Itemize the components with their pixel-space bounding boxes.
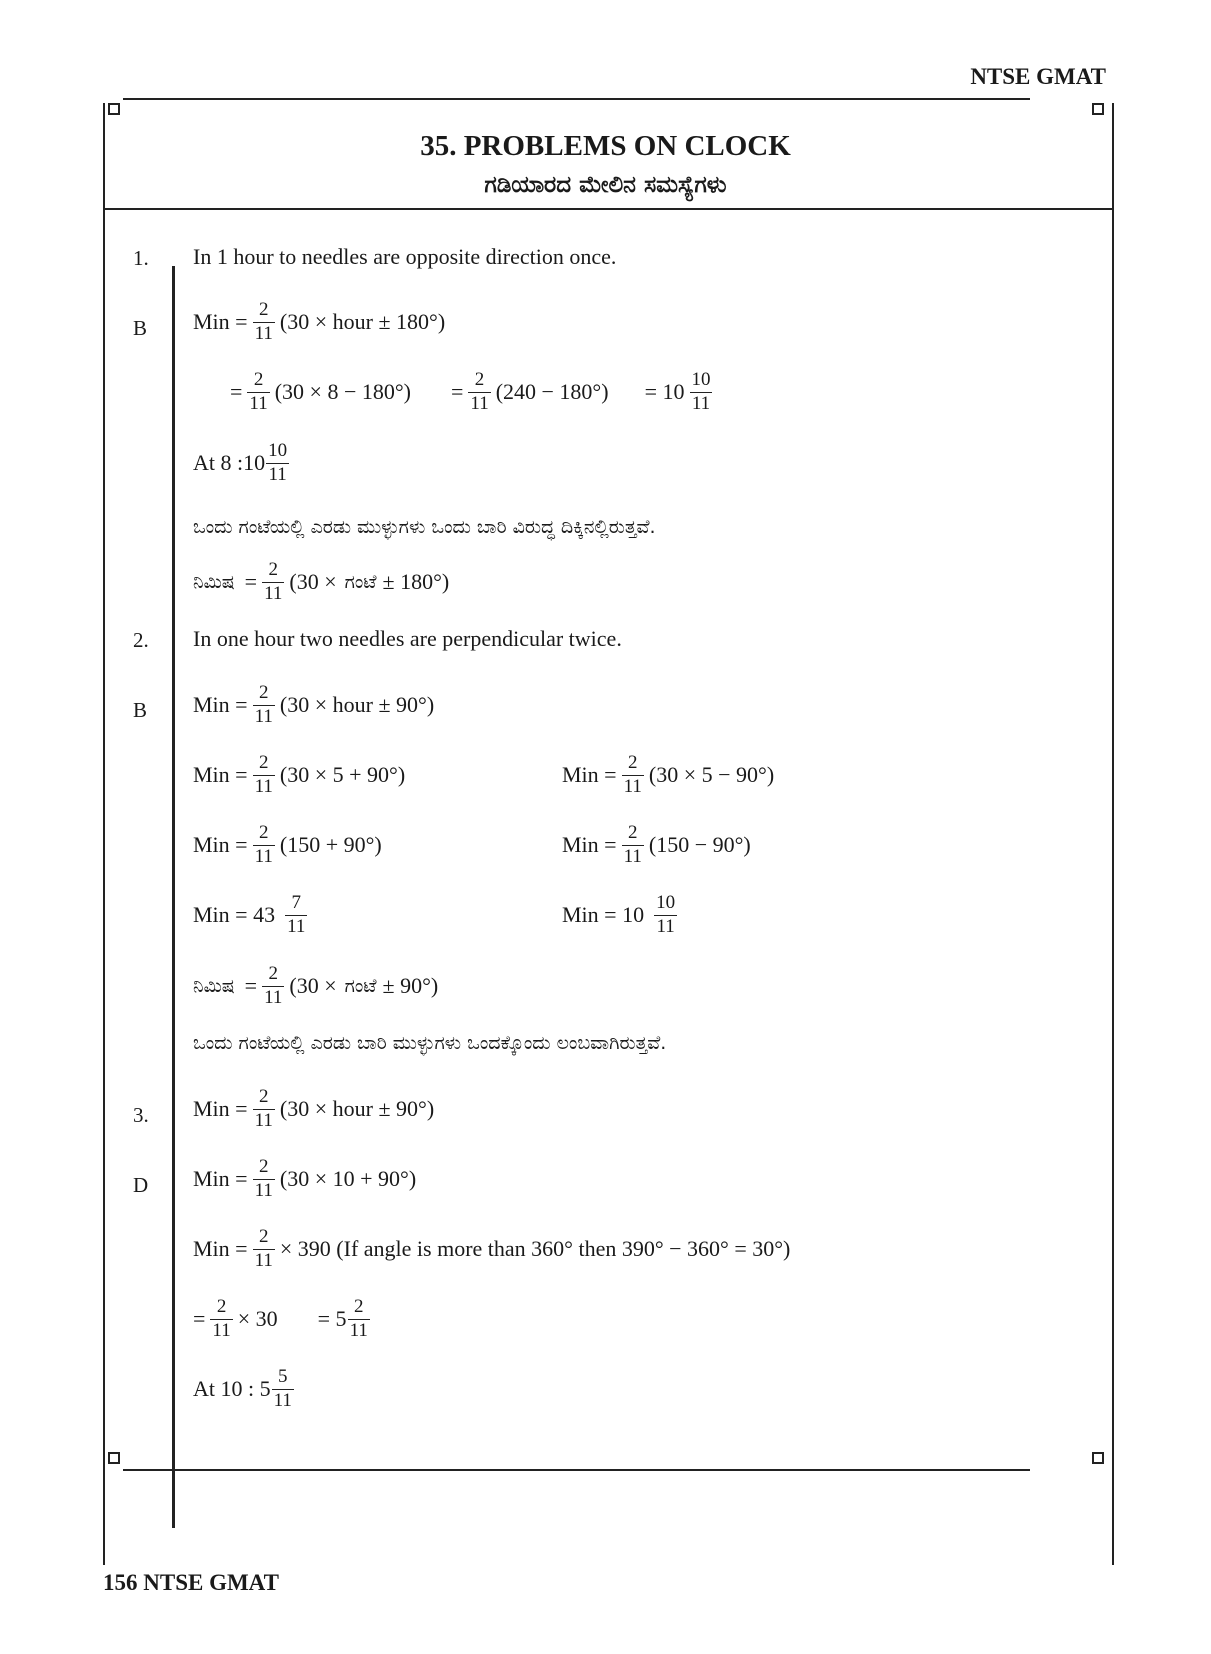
q2-result-left: Min = 43 $\frac{7}{11}$ bbox=[193, 892, 306, 937]
page-footer: 156 NTSE GMAT bbox=[103, 1570, 279, 1595]
q1-result: At 8 :10 $\frac{10}{11}$ bbox=[193, 440, 288, 485]
fraction: $\frac{7}{11}$ bbox=[287, 892, 306, 937]
q2-answer: B bbox=[133, 698, 148, 722]
fraction: $\frac{2}{11}$ bbox=[623, 752, 642, 797]
fraction: $\frac{2}{11}$ bbox=[349, 1296, 368, 1341]
q2-formula: Min = $\frac{2}{11}$ (30 × hour ± 90°) bbox=[193, 682, 435, 727]
corner-ornament-tr bbox=[1092, 103, 1104, 115]
fraction: $\frac{2}{11}$ bbox=[264, 963, 283, 1008]
q3-step-1: Min = $\frac{2}{11}$ (30 × 10 + 90°) bbox=[193, 1156, 417, 1201]
q3-answer: D bbox=[133, 1173, 149, 1197]
chapter-title-kannada: ಗಡಿಯಾರದ ಮೇಲಿನ ಸಮಸ್ಯೆಗಳು bbox=[484, 172, 727, 198]
fraction: $\frac{10}{11}$ bbox=[691, 369, 711, 414]
fraction: $\frac{2}{11}$ bbox=[470, 369, 489, 414]
fraction: $\frac{2}{11}$ bbox=[254, 299, 273, 344]
q2-number: 2. bbox=[133, 628, 149, 652]
fraction: $\frac{2}{11}$ bbox=[264, 559, 283, 604]
frame-bottom-border bbox=[123, 1469, 1030, 1471]
fraction: $\frac{2}{11}$ bbox=[254, 1226, 273, 1271]
corner-ornament-bl bbox=[108, 1452, 120, 1464]
q3-step-2: Min = $\frac{2}{11}$ × 390 (If angle is more than 360° then 390° − 360° = 30°) bbox=[193, 1226, 791, 1271]
q2-step-1-left: Min = $\frac{2}{11}$ (30 × 5 + 90°) bbox=[193, 752, 406, 797]
fraction: $\frac{10}{11}$ bbox=[268, 440, 288, 485]
fraction: $\frac{10}{11}$ bbox=[656, 892, 676, 937]
fraction: $\frac{2}{11}$ bbox=[249, 369, 268, 414]
q3-number: 3. bbox=[133, 1103, 149, 1127]
q2-step-1-right: Min = $\frac{2}{11}$ (30 × 5 − 90°) bbox=[562, 752, 775, 797]
q1-statement: In 1 hour to needles are opposite direction once. bbox=[193, 244, 617, 269]
q2-kannada-formula: ನಿಮಿಷ = $\frac{2}{11}$ (30 × ಗಂಟೆ ± 90°) bbox=[193, 963, 439, 1008]
q2-kannada-statement: ಒಂದು ಗಂಟೆಯಲ್ಲಿ ಎರಡು ಬಾರಿ ಮುಳ್ಳುಗಳು ಒಂದಕ್ಕೊಂದು ಲಂಬವಾಗಿರುತ್ತವೆ. bbox=[193, 1032, 667, 1054]
q3-formula: Min = $\frac{2}{11}$ (30 × hour ± 90°) bbox=[193, 1086, 435, 1131]
fraction: $\frac{2}{11}$ bbox=[212, 1296, 231, 1341]
q2-step-2-left: Min = $\frac{2}{11}$ (150 + 90°) bbox=[193, 822, 382, 867]
corner-ornament-tl bbox=[108, 103, 120, 115]
fraction: $\frac{2}{11}$ bbox=[254, 682, 273, 727]
q2-statement: In one hour two needles are perpendicular twice. bbox=[193, 626, 622, 651]
fraction: $\frac{2}{11}$ bbox=[254, 822, 273, 867]
q1-number: 1. bbox=[133, 246, 149, 270]
fraction: $\frac{2}{11}$ bbox=[254, 1156, 273, 1201]
q2-result-right: Min = 10 $\frac{10}{11}$ bbox=[562, 892, 676, 937]
frame-top-border bbox=[123, 98, 1030, 100]
q3-result: At 10 : 5 $\frac{5}{11}$ bbox=[193, 1366, 292, 1411]
q1-kannada-statement: ಒಂದು ಗಂಟೆಯಲ್ಲಿ ಎರಡು ಮುಳ್ಳುಗಳು ಒಂದು ಬಾರಿ ವಿರುದ್ಧ ದಿಕ್ಕಿನಲ್ಲಿರುತ್ತವೆ. bbox=[193, 516, 656, 538]
answer-column-bar bbox=[172, 266, 175, 1528]
chapter-title: 35. PROBLEMS ON CLOCK bbox=[420, 130, 791, 162]
fraction: $\frac{2}{11}$ bbox=[623, 822, 642, 867]
fraction: $\frac{2}{11}$ bbox=[254, 752, 273, 797]
fraction: $\frac{5}{11}$ bbox=[273, 1366, 292, 1411]
title-divider bbox=[103, 208, 1112, 210]
corner-ornament-br bbox=[1092, 1452, 1104, 1464]
q1-kannada-formula: ನಿಮಿಷ = $\frac{2}{11}$ (30 × ಗಂಟೆ ± 180°) bbox=[193, 559, 450, 604]
q1-answer: B bbox=[133, 316, 148, 340]
fraction: $\frac{2}{11}$ bbox=[254, 1086, 273, 1131]
q3-step-3: = $\frac{2}{11}$ × 30 = 5 $\frac{2}{11}$ bbox=[193, 1296, 368, 1341]
q1-steps: = $\frac{2}{11}$ (30 × 8 − 180°) = $\frac{2}{11}$ (240 − 180°) = 10 $\frac{10}{11}$ bbox=[230, 369, 711, 414]
page-header: NTSE GMAT bbox=[970, 64, 1106, 89]
q1-formula: Min = $\frac{2}{11}$ (30 × hour ± 180°) bbox=[193, 299, 446, 344]
q2-step-2-right: Min = $\frac{2}{11}$ (150 − 90°) bbox=[562, 822, 751, 867]
